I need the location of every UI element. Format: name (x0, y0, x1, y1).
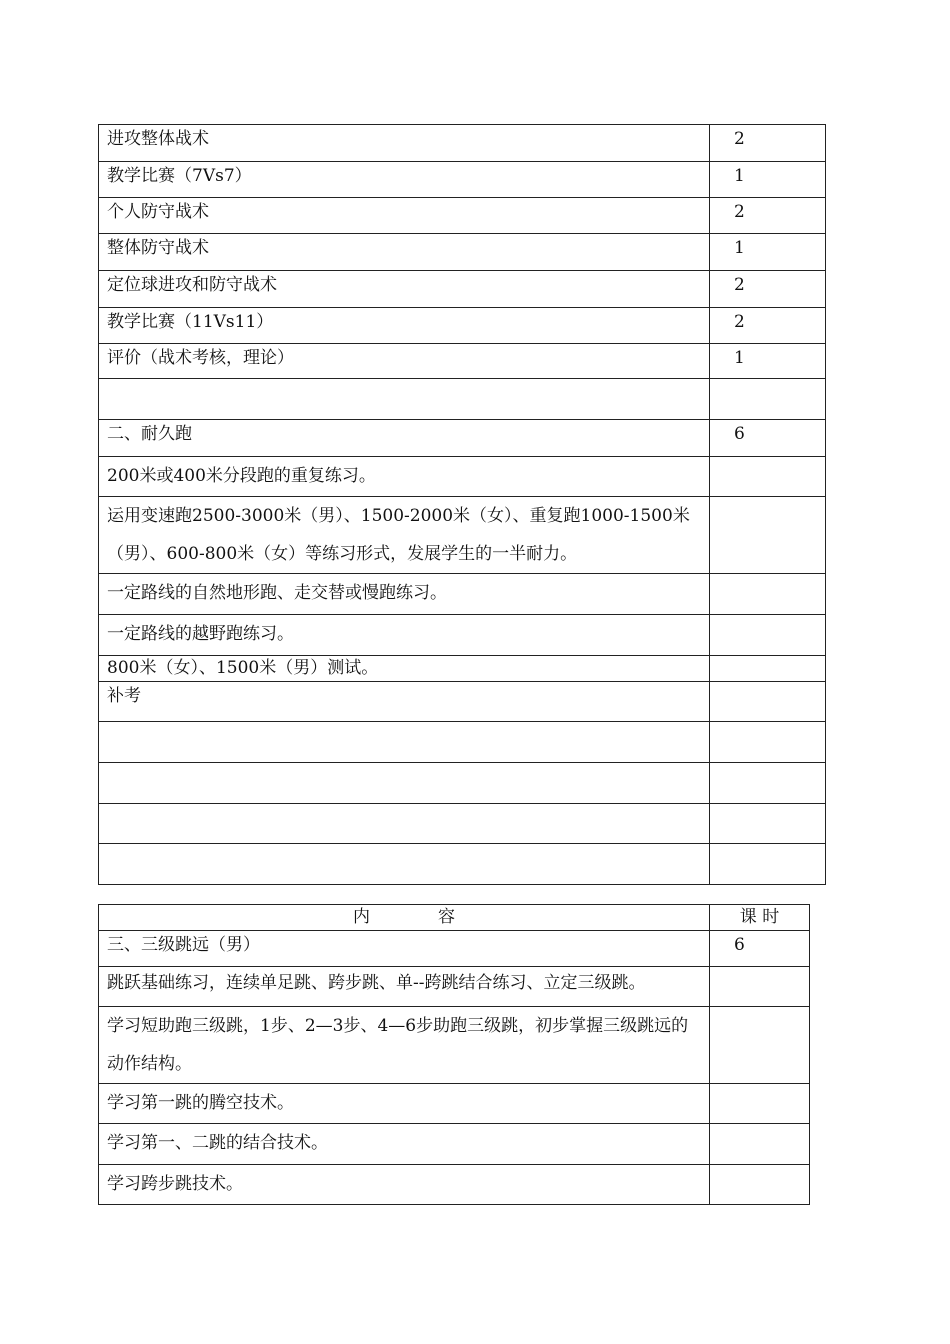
course-table-1 (98, 124, 826, 885)
content-cell: 跳跃基础练习，连续单足跳、跨步跳、单--跨跳结合练习、立定三级跳。 (99, 967, 710, 1007)
hours-cell (710, 722, 826, 763)
content-cell: 200米或400米分段跑的重复练习。 (99, 457, 710, 497)
content-cell (99, 722, 710, 763)
content-cell: 整体防守战术 (99, 234, 710, 271)
hours-cell (710, 967, 810, 1007)
hours-cell: 6 (710, 931, 810, 967)
table-row (99, 722, 826, 763)
hours-cell (710, 763, 826, 804)
table-row (99, 931, 810, 967)
table-row (99, 457, 826, 497)
hours-cell: 6 (710, 420, 826, 457)
hours-cell: 2 (710, 125, 826, 162)
content-cell: 学习第一跳的腾空技术。 (99, 1084, 710, 1124)
hours-cell: 2 (710, 271, 826, 308)
table-row (99, 615, 826, 656)
content-cell (99, 804, 710, 844)
table-row (99, 574, 826, 615)
table-row (99, 682, 826, 722)
table-row (99, 379, 826, 420)
content-cell: 运用变速跑2500-3000米（男）、1500-2000米（女）、重复跑1000-1500米（男）、600-800米（女）等练习形式，发展学生的一半耐力。 (99, 497, 710, 574)
table-row (99, 344, 826, 379)
hours-cell (710, 497, 826, 574)
table-row (99, 967, 810, 1007)
table-row (99, 1084, 810, 1124)
table-row (99, 162, 826, 198)
content-cell: 一定路线的越野跑练习。 (99, 615, 710, 656)
course-table-2 (98, 904, 810, 1205)
hours-cell: 1 (710, 234, 826, 271)
table-row (99, 804, 826, 844)
table-row (99, 497, 826, 574)
table-row (99, 763, 826, 804)
content-cell: 教学比赛（7Vs7） (99, 162, 710, 198)
content-cell: 补考 (99, 682, 710, 722)
table-row (99, 844, 826, 885)
hours-cell (710, 379, 826, 420)
table-row (99, 656, 826, 682)
hours-cell (710, 574, 826, 615)
content-cell: 教学比赛（11Vs11） (99, 308, 710, 344)
hours-cell (710, 1124, 810, 1165)
hours-cell (710, 457, 826, 497)
table-row (99, 125, 826, 162)
table-row (99, 234, 826, 271)
content-cell: 学习第一、二跳的结合技术。 (99, 1124, 710, 1165)
table-row (99, 420, 826, 457)
header-hours: 课 时 (710, 905, 810, 931)
hours-cell (710, 656, 826, 682)
content-cell: 学习短助跑三级跳，1步、2—3步、4—6步助跑三级跳，初步掌握三级跳远的动作结构。 (99, 1007, 710, 1084)
table-row (99, 1165, 810, 1205)
hours-cell: 1 (710, 344, 826, 379)
content-cell: 800米（女）、1500米（男）测试。 (99, 656, 710, 682)
hours-cell (710, 804, 826, 844)
content-cell (99, 379, 710, 420)
hours-cell: 2 (710, 308, 826, 344)
content-cell: 二、耐久跑 (99, 420, 710, 457)
content-cell: 评价（战术考核，理论） (99, 344, 710, 379)
hours-cell: 2 (710, 198, 826, 234)
hours-cell (710, 844, 826, 885)
table-row (99, 1124, 810, 1165)
content-cell: 个人防守战术 (99, 198, 710, 234)
content-cell: 一定路线的自然地形跑、走交替或慢跑练习。 (99, 574, 710, 615)
hours-cell (710, 615, 826, 656)
content-cell (99, 844, 710, 885)
hours-cell (710, 1007, 810, 1084)
content-cell: 进攻整体战术 (99, 125, 710, 162)
content-cell: 定位球进攻和防守战术 (99, 271, 710, 308)
table-row (99, 308, 826, 344)
table-row (99, 1007, 810, 1084)
table-row (99, 271, 826, 308)
content-cell: 三、三级跳远（男） (99, 931, 710, 967)
hours-cell (710, 1084, 810, 1124)
content-cell: 学习跨步跳技术。 (99, 1165, 710, 1205)
header-content: 内 容 (99, 905, 710, 931)
hours-cell (710, 682, 826, 722)
table-header-row (99, 905, 810, 931)
table-row (99, 198, 826, 234)
hours-cell (710, 1165, 810, 1205)
content-cell (99, 763, 710, 804)
hours-cell: 1 (710, 162, 826, 198)
